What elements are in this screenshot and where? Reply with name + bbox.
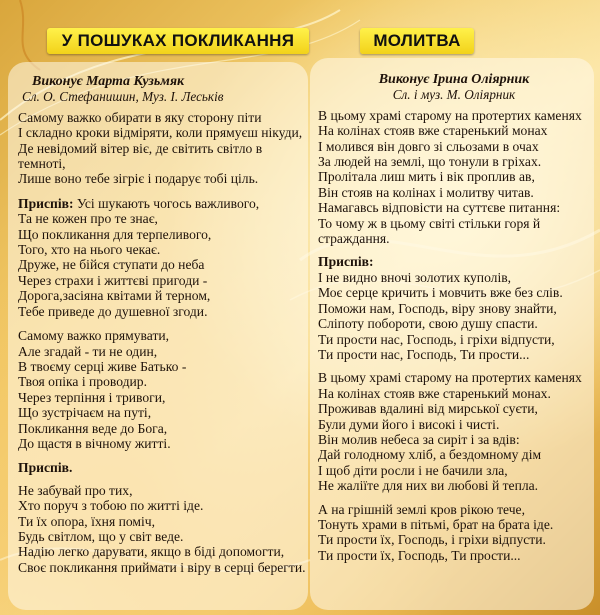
left-chorus-2-label: Приспів. <box>18 460 73 476</box>
lyric-line: Через страхи і життєві пригоди - <box>18 272 208 288</box>
lyric-line: Та не кожен про те знає, <box>18 211 158 227</box>
lyric-line: І молився він довго зі сльозами в очах <box>318 138 539 154</box>
lyric-line: За людей на землі, що тонули в гріхах. <box>318 154 542 170</box>
lyric-line: Надію легко дарувати, якщо в біді допомогти, <box>18 544 285 560</box>
lyric-line: Пролітала лиш мить і вік проплив ав, <box>318 169 535 185</box>
right-chorus-label: Приспів: <box>318 254 374 270</box>
lyric-line: Він молив небеса за сиріт і за вдів: <box>318 431 520 447</box>
lyric-line: Самому важко обирати в яку сторону піти <box>18 109 262 125</box>
right-performer: Виконує Ірина Оліярник <box>378 72 530 87</box>
lyric-line: Тонуть храми в пітьмі, брат на брата іде. <box>318 516 554 532</box>
left-chorus-first-line <box>18 196 306 211</box>
lyric-line: Ти їх опора, їхня поміч, <box>18 513 156 529</box>
left-song-banner: У ПОШУКАХ ПОКЛИКАННЯ <box>47 28 309 54</box>
lyric-line: Друже, не бійся ступати до неба <box>18 257 205 273</box>
lyric-line: На колінах стояв вже старенький монах. <box>318 385 551 401</box>
lyric-line: Були думи його і високі і чисті. <box>318 416 500 432</box>
lyric-line: Ти прости нас, Господь, і гріхи відпусти, <box>318 331 555 347</box>
lyric-line: То чому ж в цьому світі стільки горя й страждання. <box>318 215 541 247</box>
lyric-line: Хто поруч з тобою по житті іде. <box>18 498 204 514</box>
left-chorus-lines <box>18 211 306 319</box>
left-stanza-1 <box>18 110 306 187</box>
lyric-line: А на грішній землі кров рікою тече, <box>318 501 525 517</box>
right-song-banner: МОЛИТВА <box>360 28 474 54</box>
lyric-line: Що зустрічаєм на путі, <box>18 405 152 421</box>
left-stanza-2 <box>18 328 306 451</box>
lyric-line: Ти прости нас, Господь, Ти прости... <box>318 346 530 362</box>
lyric-line: І складно кроки відміряти, коли прямуєш нікуди, <box>18 125 303 141</box>
right-chorus <box>318 254 590 362</box>
lyric-line: Намагавсь відповісти на суттєве питання: <box>318 200 561 216</box>
right-stanza-3 <box>318 502 590 564</box>
right-chorus-lines <box>318 270 590 362</box>
lyric-line: Що покликання для терпеливого, <box>18 226 212 242</box>
lyric-line: Ти прости їх, Господь, Ти прости... <box>318 547 521 563</box>
lyric-line: Дай голодному хліб, а бездомному дім <box>318 447 542 463</box>
lyric-line: Лише воно тебе зігріє і подарує тобі ціль. <box>18 171 259 187</box>
lyric-line: Поможи нам, Господь, віру знову знайти, <box>318 300 557 316</box>
lyric-line: Де невідомий вітер віє, де світить світло в темноті, <box>18 140 263 172</box>
lyric-line: Того, хто на нього чекає. <box>18 242 161 258</box>
right-credits: Сл. і муз. М. Оліярник <box>392 87 516 103</box>
lyric-line: В цьому храмі старому на протертих каменях <box>318 370 582 386</box>
lyric-line: Сліпоту побороти, свою душу спасти. <box>318 316 538 332</box>
lyric-line: На колінах стояв вже старенький монах <box>318 123 548 139</box>
left-chorus-1 <box>18 196 306 319</box>
lyric-line: Через терпіння і тривоги, <box>18 389 166 405</box>
lyric-line: Але згадай - ти не один, <box>18 343 158 359</box>
lyric-line: Моє серце кричить і мовчить вже без слів. <box>318 285 563 301</box>
left-chorus-first-text: Усі шукають чогось важливого, <box>73 195 260 211</box>
lyric-line: І щоб діти росли і не бачили зла, <box>318 462 508 478</box>
right-song-text <box>318 72 590 571</box>
lyric-line: І не видно вночі золотих куполів, <box>318 269 512 285</box>
lyric-line: Своє покликання приймати і віру в серці берегти. <box>18 559 306 575</box>
lyric-line: Не забувай про тих, <box>18 482 133 498</box>
lyric-line: Тебе приведе до душевної згоди. <box>18 303 208 319</box>
lyric-line: Дорога,засіяна квітами й терном, <box>18 288 211 304</box>
left-performer: Виконує Марта Кузьмяк <box>32 74 185 89</box>
left-chorus-label: Приспів: <box>18 195 74 211</box>
lyric-line: До щастя в вічному житті. <box>18 435 171 451</box>
lyric-line: В твоєму серці живе Батько - <box>18 358 187 374</box>
lyric-line: В цьому храмі старому на протертих каменях <box>318 107 582 123</box>
lyric-line: Будь світлом, що у світ веде. <box>18 528 184 544</box>
lyric-line: Проживав вдалині від мирської суєти, <box>318 401 538 417</box>
left-credits: Сл. О. Стефанишин, Муз. І. Леськів <box>22 89 224 105</box>
left-stanza-3 <box>18 483 306 575</box>
lyric-line: Твоя опіка і проводир. <box>18 374 147 390</box>
lyric-line: Самому важко прямувати, <box>18 328 170 344</box>
lyric-line: Ти прости їх, Господь, і гріхи відпусти. <box>318 532 546 548</box>
lyric-line: Не жаліїте для них ви любові й тепла. <box>318 478 539 494</box>
right-stanza-1 <box>318 108 590 247</box>
left-song-text <box>18 74 306 584</box>
lyric-line: Покликання веде до Бога, <box>18 420 168 436</box>
lyric-line: Він стояв на колінах і молитву читав. <box>318 184 534 200</box>
right-stanza-2 <box>318 370 590 493</box>
